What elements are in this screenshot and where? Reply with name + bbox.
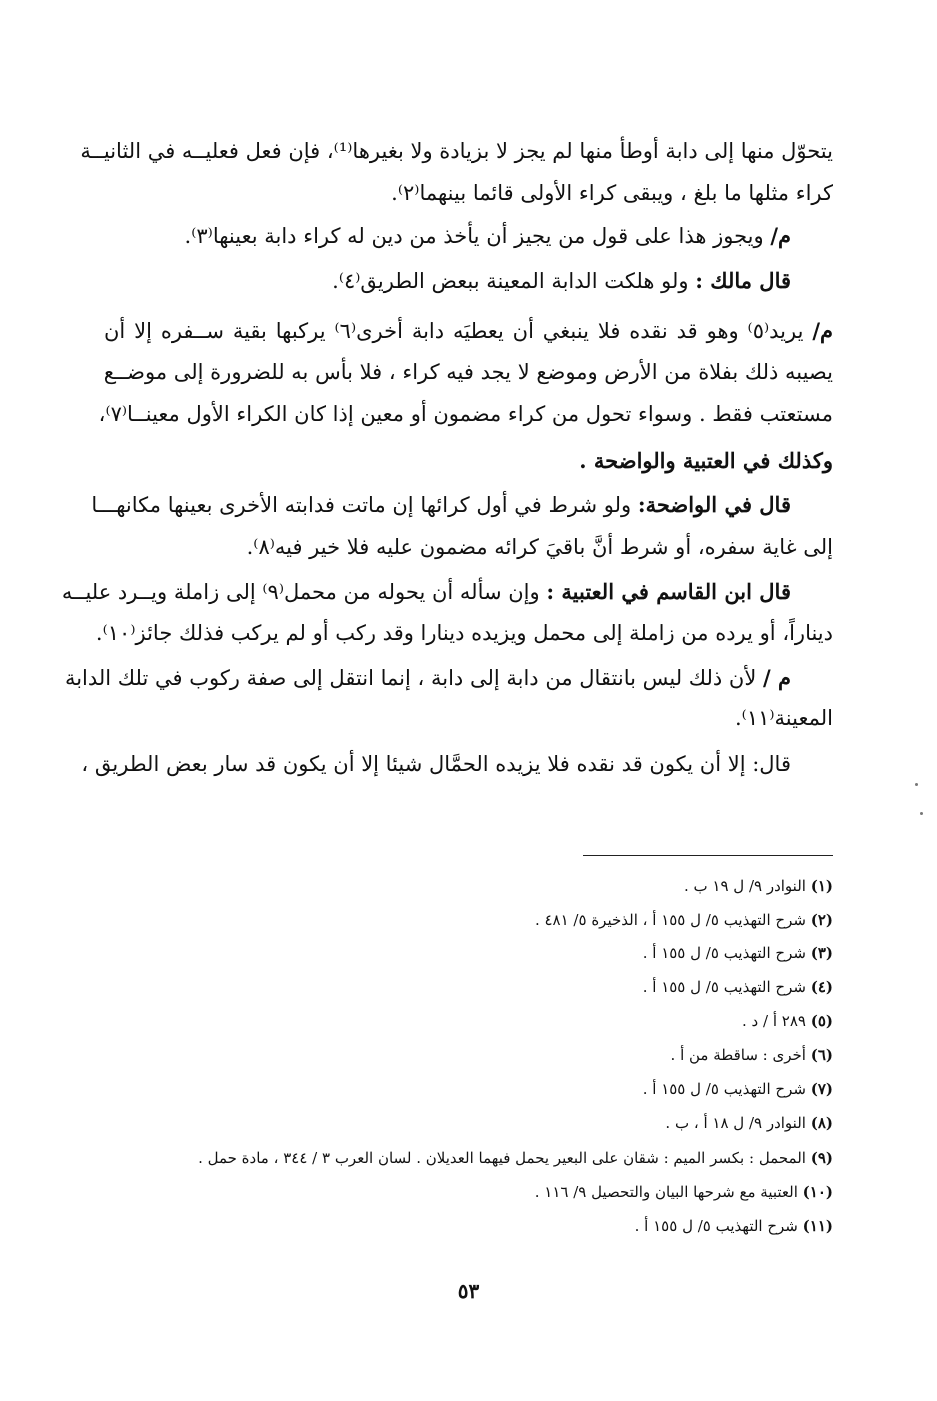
footnote-text: العتبية مع شرحها البيان والتحصيل ٩/ ١١٦ . xyxy=(534,1183,803,1201)
line-text: يريد⁽٥⁾ وهو قد نقده فلا ينبغي أن يعطيَه دابة أخرى⁽٦⁾ يركبها بقية ســفره إلا أن xyxy=(104,319,813,343)
body-line xyxy=(80,136,833,166)
line-text: ولو شرط في أول كرائها إن ماتت فدابته الأخرى بعينها مكانهـــا xyxy=(91,493,638,517)
line-text: ويجوز هذا على قول من يجيز أن يأخذ من دين له كراء دابة بعينها⁽٣⁾. xyxy=(184,224,771,248)
footnote-text: شرح التهذيب ٥/ ل ١٥٥ أ . xyxy=(642,1080,811,1098)
footnote-text: شرح التهذيب ٥/ ل ١٥٥ أ . xyxy=(642,944,811,962)
footnote-text: النوادر ٩/ ل ١٩ ب . xyxy=(683,877,811,895)
body-line xyxy=(61,577,791,607)
footnote xyxy=(665,1113,833,1133)
line-lead: قال في الواضحة: xyxy=(637,492,791,517)
line-text: كراء مثلها ما بلغ ، ويبقى كراء الأولى قائما بينهما⁽٢⁾. xyxy=(391,181,833,205)
line-lead: قال مالك : xyxy=(695,268,791,293)
body-line xyxy=(332,266,791,296)
body-line xyxy=(735,703,833,733)
footnote-text: أخرى : ساقطة من أ . xyxy=(670,1046,811,1064)
footnote-text: ٢٨٩ أ / د . xyxy=(742,1012,811,1030)
footnote-number: (٣) xyxy=(810,944,833,962)
line-lead: م/ xyxy=(812,318,833,343)
body-line xyxy=(247,532,833,562)
line-text: لأن ذلك ليس بانتقال من دابة إلى دابة ، إنما انتقل إلى صفة ركوب في تلك الدابة xyxy=(64,666,764,690)
footnote-text: المحمل : بكسر الميم : شقان على البعير يحمل فيهما العديلان . لسان العرب ٣ / ٣٤٤ ، مادة حمل . xyxy=(198,1149,811,1167)
footnote-number: (٢) xyxy=(810,911,833,929)
footnote-number: (١١) xyxy=(802,1217,833,1235)
footnote-number: (٩) xyxy=(810,1149,833,1167)
body-line xyxy=(104,357,833,387)
line-lead: قال ابن القاسم في العتبية : xyxy=(546,579,791,604)
footnote-number: (٧) xyxy=(810,1080,833,1098)
footnote xyxy=(535,910,833,930)
footnote xyxy=(643,1079,833,1099)
footnote xyxy=(643,977,833,997)
line-text: يتحوّل منها إلى دابة أوطأ منها لم يجز لا بزيادة ولا بغيرها⁽¹⁾، فإن فعل فعليــه في الثانيــة xyxy=(80,139,833,163)
footnote-separator xyxy=(583,855,833,856)
footnote xyxy=(742,1011,833,1031)
footnote xyxy=(643,943,833,963)
footnote xyxy=(684,876,833,896)
footnote xyxy=(535,1182,833,1202)
line-lead: م / xyxy=(763,665,791,690)
body-line xyxy=(96,618,833,648)
line-text: مستعتب فقط . وسواء تحول من كراء مضمون أو معين إذا كان الكراء الأول معينــا⁽٧⁾، xyxy=(98,402,833,426)
footnote xyxy=(635,1216,833,1236)
line-lead: م/ xyxy=(770,223,791,248)
footnote-number: (١) xyxy=(810,877,833,895)
line-text: ولو هلكت الدابة المعينة ببعض الطريق⁽٤⁾. xyxy=(332,269,696,293)
footnote xyxy=(671,1045,833,1065)
body-line xyxy=(81,749,791,779)
body-line xyxy=(91,490,791,520)
line-lead: وكذلك في العتبية والواضحة . xyxy=(579,448,833,473)
footnote-text: النوادر ٩/ ل ١٨ أ ، ب . xyxy=(665,1114,811,1132)
footnote-number: (١٠) xyxy=(802,1183,833,1201)
footnote-number: (٨) xyxy=(810,1114,833,1132)
body-line xyxy=(104,316,833,346)
footnote-text: شرح التهذيب ٥/ ل ١٥٥ أ . xyxy=(642,978,811,996)
footnote-text: شرح التهذيب ٥/ ل ١٥٥ أ . xyxy=(634,1217,803,1235)
body-line xyxy=(64,663,791,693)
footnote-number: (٦) xyxy=(810,1046,833,1064)
line-text: يصيبه ذلك بفلاة من الأرض وموضع لا يجد فيه كراء ، فلا بأس به للضرورة إلى موضــع xyxy=(103,360,833,384)
footnote xyxy=(198,1148,833,1168)
scan-speck xyxy=(915,783,918,786)
body-line xyxy=(579,446,833,476)
footnote-number: (٤) xyxy=(810,978,833,996)
scan-speck xyxy=(920,812,923,815)
line-text: وإن سأله أن يحوله من محمل⁽٩⁾ إلى زاملة ويــرد عليــه xyxy=(61,580,547,604)
body-line xyxy=(185,221,791,251)
footnote-number: (٥) xyxy=(810,1012,833,1030)
body-line xyxy=(391,178,833,208)
footnote-text: شرح التهذيب ٥/ ل ١٥٥ أ ، الذخيرة ٥/ ٤٨١ . xyxy=(534,911,811,929)
line-text: ديناراً، أو يرده من زاملة إلى محمل ويزيده دينارا وقد ركب أو لم يركب فذلك جائز⁽١٠⁾. xyxy=(95,621,833,645)
body-line xyxy=(98,399,833,429)
line-text: قال: إلا أن يكون قد نقده فلا يزيده الحمَّال شيئا إلا أن يكون قد سار بعض الطريق ، xyxy=(81,752,791,776)
line-text: المعينة⁽١١⁾. xyxy=(734,706,833,730)
page-number: ٥٣ xyxy=(457,1279,480,1303)
line-text: إلى غاية سفره، أو شرط أنَّ باقيَ كرائه مضمون عليه فلا خير فيه⁽٨⁾. xyxy=(246,535,833,559)
